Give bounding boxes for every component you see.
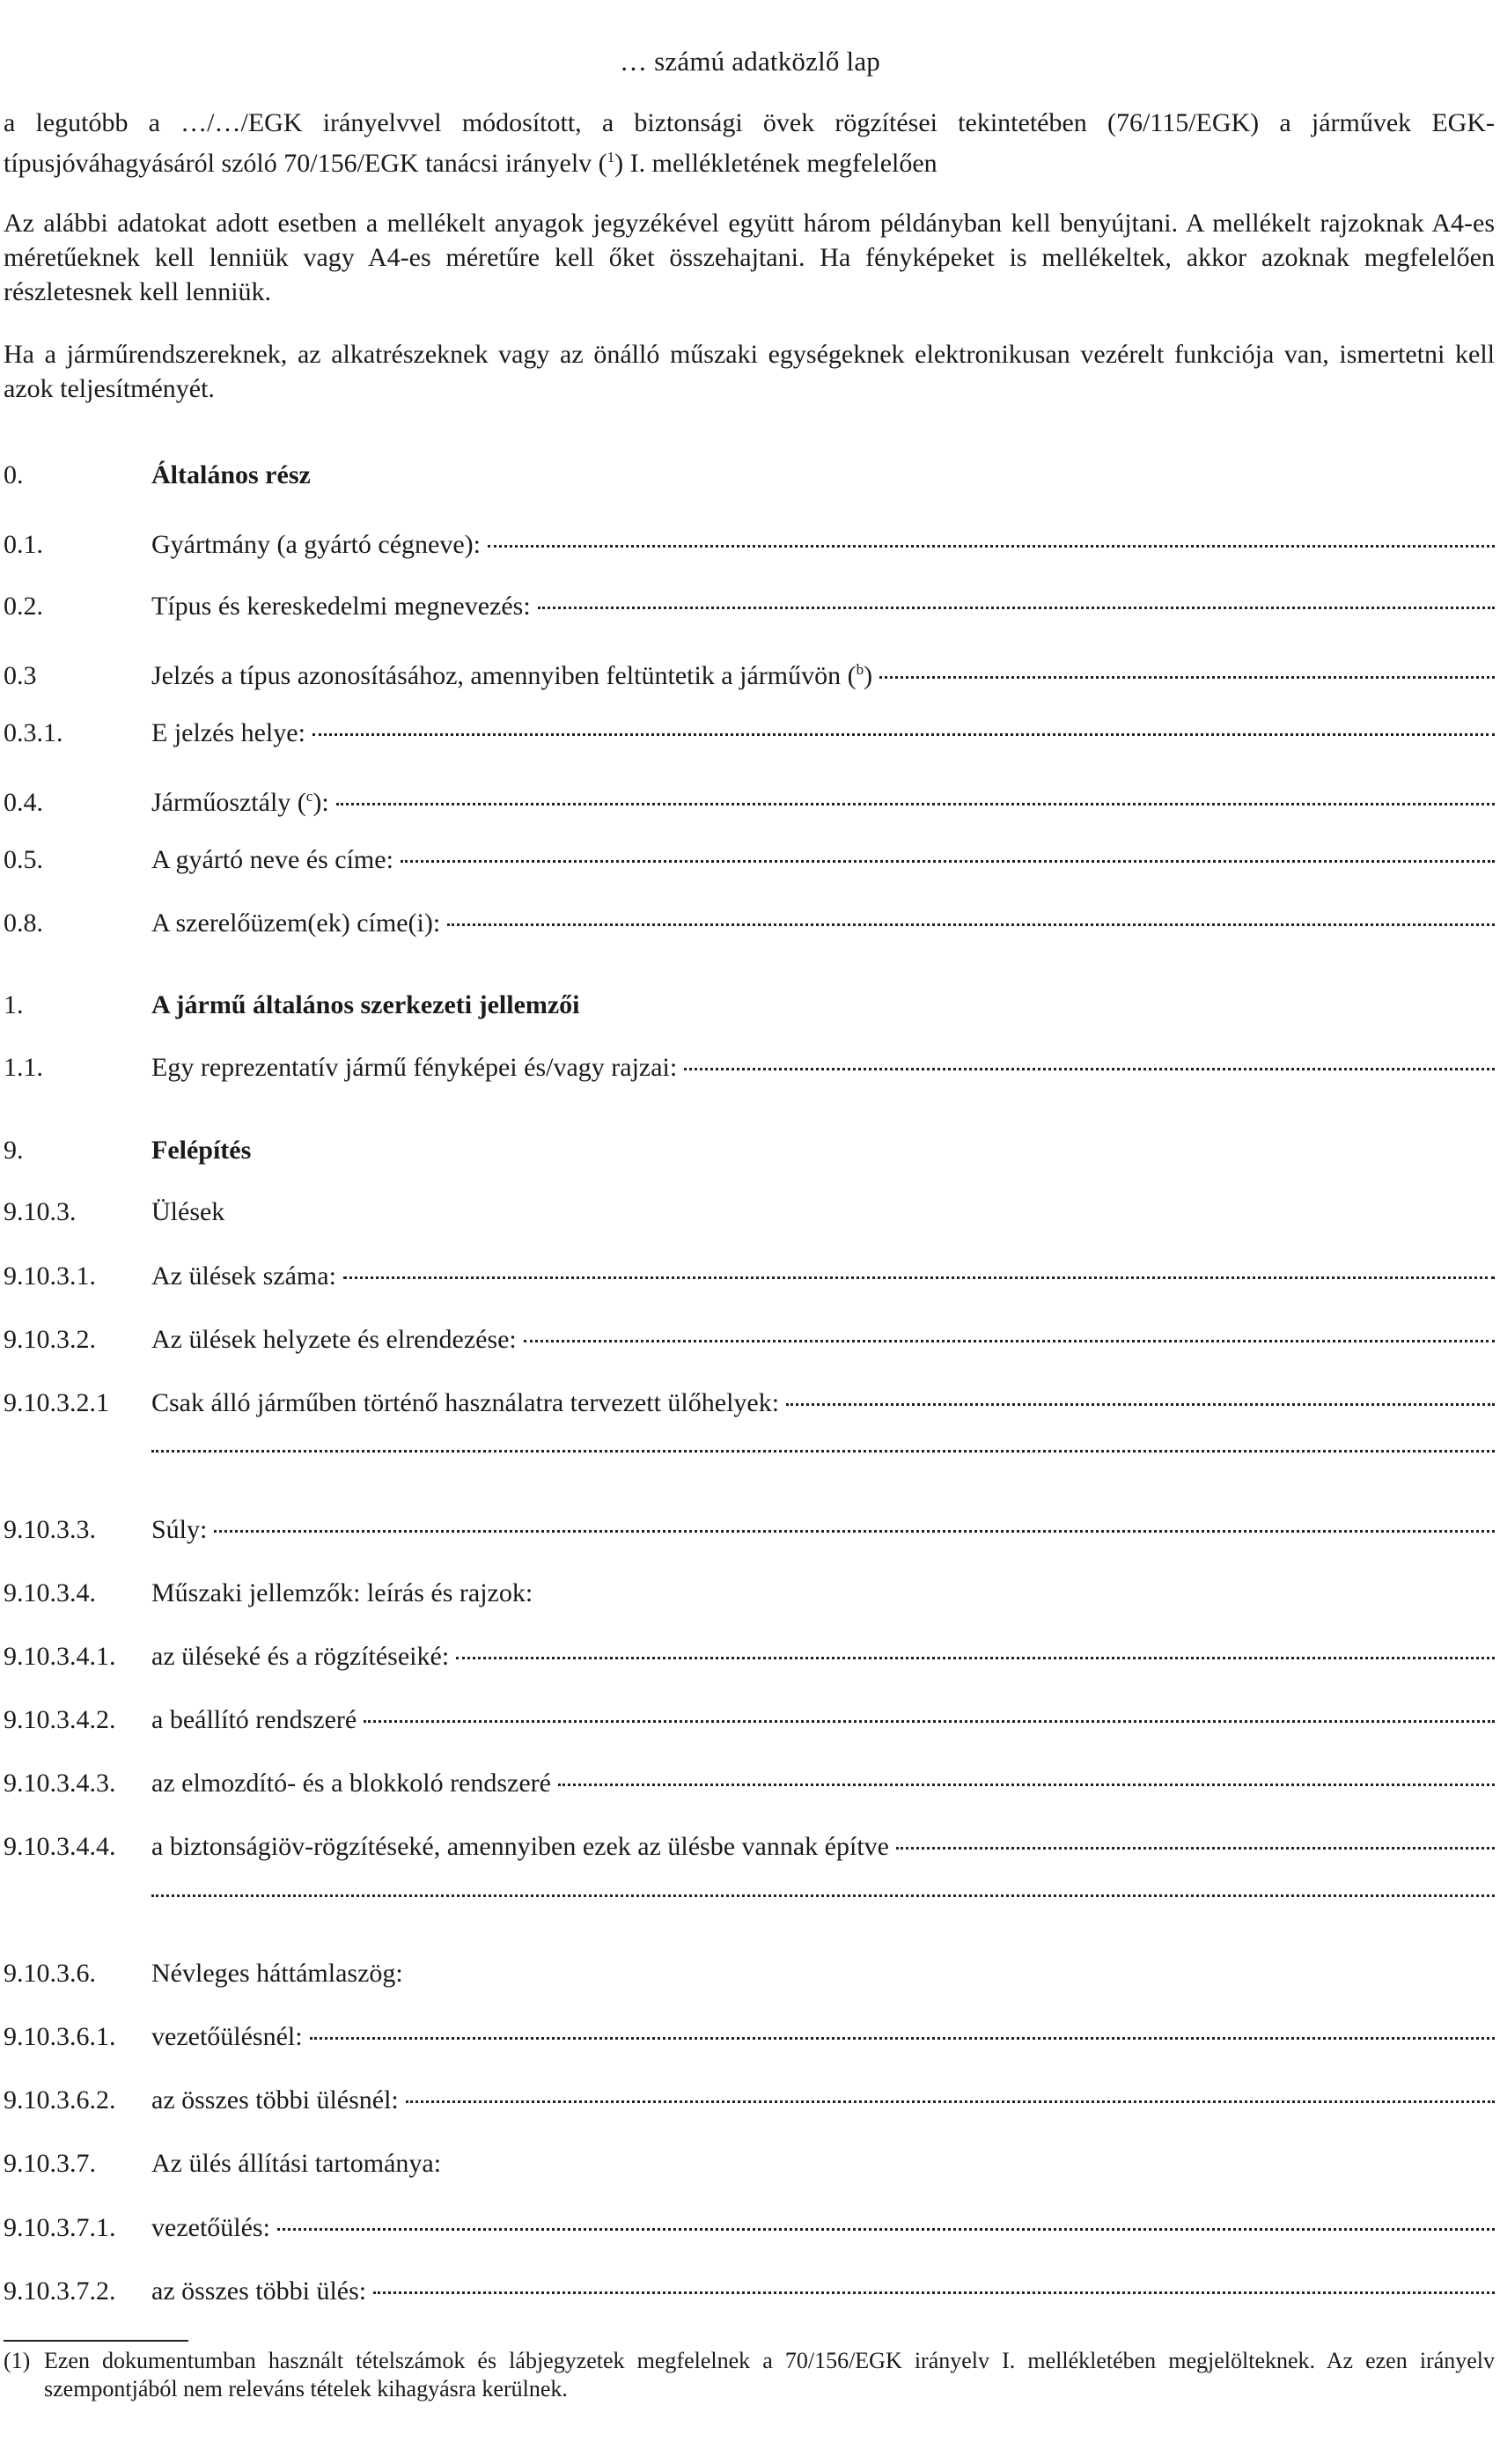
item-label [151, 842, 393, 878]
dotted-fill-line[interactable] [786, 1396, 1495, 1406]
item-label [151, 2019, 303, 2055]
section-heading [151, 988, 580, 1023]
dotted-fill-line[interactable] [336, 796, 1495, 805]
form-item [4, 1195, 1495, 1230]
form-item [4, 988, 1495, 1023]
form-item [4, 906, 1495, 941]
dotted-fill-line[interactable] [151, 1443, 1495, 1453]
item-label-text: Az ülés állítási tartománya: [151, 2149, 442, 2178]
item-label [151, 2274, 366, 2309]
item-label [151, 1703, 357, 1738]
item-label-text: Súly: [151, 1515, 208, 1544]
item-label [151, 1639, 449, 1674]
item-label [151, 906, 440, 941]
intro-footnote-mark: 1 [607, 149, 615, 165]
item-number: 9.10.3.6.2. [4, 2085, 116, 2115]
item-footnote-mark: c [305, 788, 313, 805]
form-item [4, 1259, 1495, 1294]
item-label [151, 589, 531, 624]
item-number: 9.10.3.4.1. [4, 1642, 116, 1671]
item-label [151, 1386, 779, 1421]
item-number: 0.8. [4, 908, 43, 938]
item-number: 9.10.3.4.3. [4, 1769, 116, 1798]
item-number: 9.10.3.7.2. [4, 2276, 116, 2306]
item-number: 0.4. [4, 788, 43, 817]
form-item [4, 2274, 1495, 2309]
item-label [151, 2210, 270, 2246]
form-item [4, 1050, 1495, 1085]
form-item [4, 1639, 1495, 1674]
form-item [4, 1322, 1495, 1357]
item-number: 9.10.3.4.4. [4, 1832, 116, 1861]
item-label-text: a biztonságiöv-rögzítéseké, amennyiben ezek az ülésbe vannak építve [151, 1832, 889, 1861]
item-number: 9.10.3.2.1 [4, 1388, 109, 1417]
dotted-fill-line[interactable] [896, 1840, 1495, 1850]
item-label [151, 1576, 533, 1611]
item-number: 0.3 [4, 661, 37, 690]
item-label-text: az összes többi ülés: [151, 2276, 367, 2306]
instructions-paragraph: Az alábbi adatokat adott esetben a mellékelt anyagok jegyzékével együtt három példányban kell benyújtani. A mellékelt rajzoknak A4-es méretűeknek kell lenniük vagy A4-es méretűre kell őket összehajtani. Ha fényképeket is mellékeltek, akkor azoknak megfelelően részletesnek kell lenniük. [4, 209, 1495, 306]
item-label-text: az összes többi ülésnél: [151, 2085, 399, 2115]
item-number: 9.10.3.3. [4, 1515, 96, 1544]
intro-paragraph [4, 106, 1495, 180]
section-heading [151, 1133, 251, 1168]
form-item [4, 2083, 1495, 2118]
item-label [151, 652, 872, 694]
item-label [151, 1050, 677, 1085]
dotted-fill-line[interactable] [879, 669, 1495, 679]
item-label-text: A gyártó neve és címe: [151, 845, 393, 874]
item-number: 9.10.3.1. [4, 1261, 96, 1291]
item-label-text: Jelzés a típus azonosításához, amennyiben feltüntetik a járművön ( [151, 661, 857, 690]
item-label-text: A jármű általános szerkezeti jellemzői [151, 990, 580, 1019]
item-number: 0.1. [4, 530, 43, 559]
form-item [4, 527, 1495, 563]
item-number: 9.10.3.7.1. [4, 2213, 116, 2242]
form-item-continuation [4, 1893, 1495, 1928]
form-item [4, 2210, 1495, 2246]
dotted-fill-line[interactable] [524, 1333, 1495, 1342]
dotted-fill-line[interactable] [558, 1776, 1495, 1786]
form-item [4, 652, 1495, 688]
item-label [151, 1259, 336, 1294]
item-label-text: Járműosztály ( [151, 788, 306, 817]
form-item-continuation [4, 1448, 1495, 1483]
dotted-fill-line[interactable] [277, 2221, 1495, 2231]
form-item [4, 779, 1495, 817]
dotted-fill-line[interactable] [364, 1713, 1495, 1723]
dotted-fill-line[interactable] [406, 2093, 1495, 2103]
item-label [151, 716, 305, 751]
item-number: 9.10.3.4. [4, 1578, 96, 1607]
dotted-fill-line[interactable] [401, 853, 1495, 863]
intro-text-end: ) I. mellékletének megfelelően [614, 149, 938, 178]
form-item [4, 1133, 1495, 1168]
form-item [4, 716, 1495, 751]
item-label [151, 779, 329, 820]
item-label-text: Az ülések száma: [151, 1261, 336, 1291]
item-label-text: az elmozdító- és a blokkoló rendszeré [151, 1769, 551, 1798]
item-label [151, 1195, 224, 1230]
item-label [151, 2083, 399, 2118]
item-label [151, 1766, 551, 1801]
dotted-fill-line[interactable] [151, 1887, 1495, 1897]
item-label [151, 1829, 889, 1865]
item-footnote-mark: b [856, 661, 864, 678]
item-label-text: Egy reprezentatív jármű fényképei és/vagy rajzai: [151, 1053, 678, 1082]
dotted-fill-line[interactable] [214, 1523, 1495, 1533]
footnote-text: Ezen dokumentumban használt tételszámok és lábjegyzetek megfelelnek a 70/156/EGK irányelv I. mellékletében megjelölteknek. Az ezen irányelv szempontjából nem releváns tételek kihagyásra kerülnek. [44, 2348, 1495, 2401]
item-label [151, 527, 481, 563]
item-label-text: az üléseké és a rögzítéseiké: [151, 1642, 450, 1671]
form-item [4, 458, 1495, 493]
item-number: 9.10.3.6. [4, 1959, 96, 1988]
item-number: 0.2. [4, 592, 43, 621]
item-label [151, 1956, 403, 1991]
footnote [4, 2347, 1495, 2403]
item-number: 9.10.3.7. [4, 2149, 96, 2178]
item-label [151, 2146, 441, 2181]
item-number: 0.3.1. [4, 718, 63, 747]
form-item [4, 1766, 1495, 1801]
form-item [4, 2019, 1495, 2055]
dotted-fill-line[interactable] [310, 2030, 1495, 2040]
dotted-fill-line[interactable] [456, 1650, 1495, 1659]
dotted-fill-line[interactable] [684, 1061, 1495, 1070]
dotted-fill-line[interactable] [488, 538, 1495, 548]
form-item [4, 2146, 1495, 2181]
section-heading [151, 458, 311, 493]
item-number: 9.10.3. [4, 1197, 77, 1226]
form-item [4, 1829, 1495, 1865]
form-item [4, 1956, 1495, 1991]
dotted-fill-line[interactable] [343, 1269, 1495, 1279]
dotted-fill-line[interactable] [373, 2284, 1495, 2294]
item-label-text: Gyártmány (a gyártó cégneve): [151, 530, 481, 559]
dotted-fill-line[interactable] [312, 726, 1495, 736]
dotted-fill-line[interactable] [538, 599, 1495, 609]
form-item [4, 842, 1495, 878]
item-label-text: Általános rész [151, 460, 311, 489]
item-label-text: A szerelőüzem(ek) címe(i): [151, 908, 441, 938]
intro-text: a legutóbb a …/…/EGK irányelvvel módosított, a biztonsági övek rögzítései tekintetében (76/115/EGK) a járművek EGK-típusjóváhagyásáról szóló 70/156/EGK tanácsi irányelv ( [4, 108, 1495, 178]
item-label-text: Névleges háttámlaszög: [151, 1959, 403, 1988]
item-label [151, 1322, 517, 1357]
item-number: 9.10.3.6.1. [4, 2022, 116, 2051]
item-number: 0.5. [4, 845, 43, 874]
form-item [4, 1512, 1495, 1548]
item-label-text: a beállító rendszeré [151, 1705, 357, 1734]
form-item [4, 1703, 1495, 1738]
item-label-text: Felépítés [151, 1136, 252, 1165]
item-label-text: Típus és kereskedelmi megnevezés: [151, 592, 531, 621]
item-number: 1.1. [4, 1053, 43, 1082]
item-number: 9.10.3.2. [4, 1325, 96, 1354]
form-item [4, 589, 1495, 624]
form-item [4, 1386, 1495, 1421]
item-label-text: Csak álló járműben történő használatra tervezett ülőhelyek: [151, 1388, 780, 1417]
item-label-text: Ülések [151, 1197, 225, 1226]
item-number: 9.10.3.4.2. [4, 1705, 116, 1734]
item-label-text: Műszaki jellemzők: leírás és rajzok: [151, 1578, 533, 1607]
item-number: 0. [4, 460, 24, 489]
item-label [151, 1512, 207, 1548]
item-label-text: E jelzés helye: [151, 718, 305, 747]
item-label-end: ): [312, 788, 329, 817]
item-number: 9. [4, 1136, 24, 1165]
dotted-fill-line[interactable] [447, 916, 1495, 926]
electronic-functions-paragraph: Ha a járműrendszereknek, az alkatrészeknek vagy az önálló műszaki egységeknek elektronikusan vezérelt funkciója van, ismertetni kell azok teljesítményét. [4, 340, 1495, 403]
item-label-text: vezetőülésnél: [151, 2022, 303, 2051]
item-label-end: ) [864, 661, 873, 690]
footnote-rule [4, 2340, 188, 2342]
item-number: 1. [4, 990, 24, 1019]
footnote-mark: (1) [4, 2348, 31, 2373]
item-label-text: vezetőülés: [151, 2213, 270, 2242]
item-label-text: Az ülések helyzete és elrendezése: [151, 1325, 517, 1354]
form-item [4, 1576, 1495, 1611]
document-title: … számú adatközlő lap [619, 46, 881, 77]
